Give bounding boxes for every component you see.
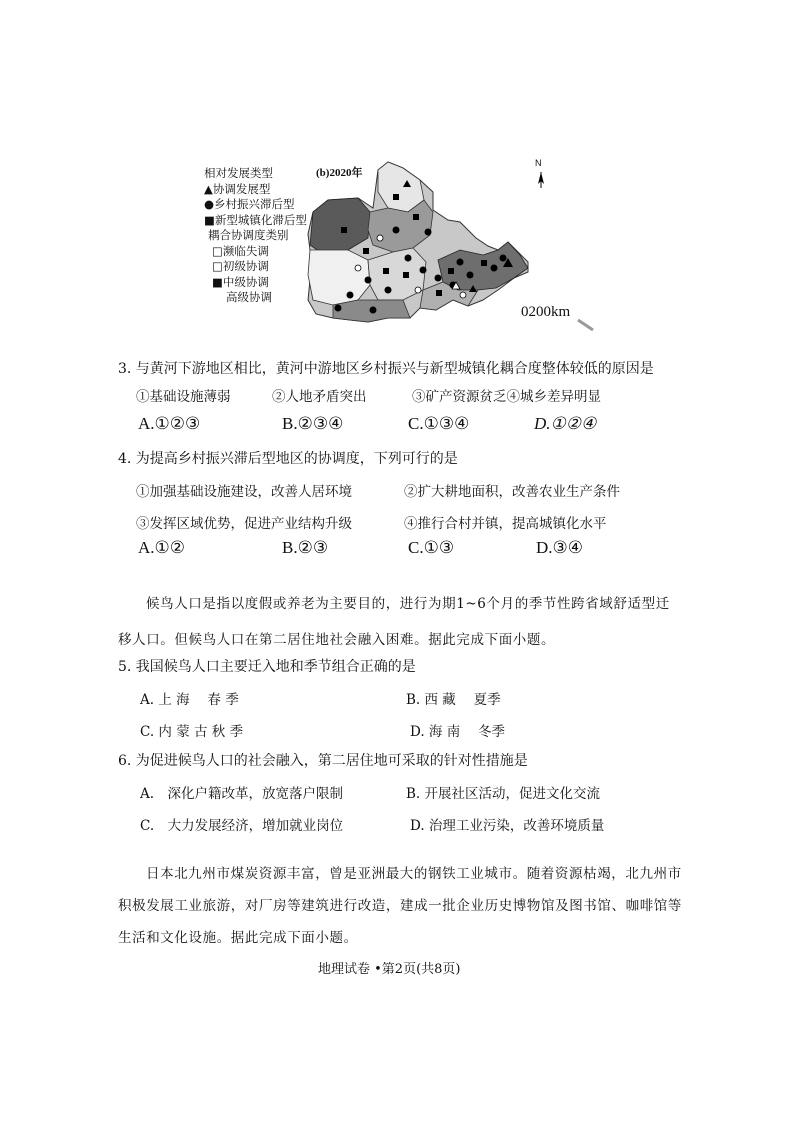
q5-option-c[interactable]: C. 内 蒙 古 秋 季 <box>140 724 244 740</box>
legend-coupling-item: 高级协调 <box>226 290 272 304</box>
q4-option-b[interactable]: B.②③ <box>282 538 329 557</box>
q5-option-a[interactable]: A. 上 海 春 季 <box>140 692 239 708</box>
legend-coupling-item: ■中级协调 <box>212 274 269 289</box>
q3-option-a[interactable]: A.①②③ <box>138 414 201 433</box>
legend-coupling-item: □濒临失调 <box>212 243 269 258</box>
scale-label: 0200km <box>521 304 571 320</box>
q4-statement: ②扩大耕地面积，改善农业生产条件 <box>404 484 620 500</box>
q4-option-a[interactable]: A.①② <box>138 538 186 557</box>
map-figure <box>198 150 598 335</box>
passage-2-line: 生活和文化设施。据此完成下面小题。 <box>118 930 358 946</box>
q4-statement: ④推行合村并镇，提高城镇化水平 <box>404 516 607 532</box>
q6-option-d[interactable]: D. 治理工业污染，改善环境质量 <box>410 818 605 834</box>
q6-option-b[interactable]: B. 开展社区活动，促进文化交流 <box>406 786 601 802</box>
legend-coupling-item: □初级协调 <box>212 259 269 273</box>
legend-dev-heading: 相对发展类型 <box>204 166 273 180</box>
passage-2-line: 积极发展工业旅游，对厂房等建筑进行改造，建成一批企业历史博物馆及图书馆、咖啡馆等 <box>118 898 682 914</box>
north-arrow-icon <box>538 172 544 188</box>
q3-option-b[interactable]: B.②③④ <box>282 414 344 433</box>
page-footer: 地理试卷 •第2页(共8页) <box>318 962 461 977</box>
q4-option-c[interactable]: C.①③ <box>408 538 455 557</box>
q6-option-a[interactable]: A. 深化户籍改革，放宽落户限制 <box>140 786 344 802</box>
passage-1-line: 候鸟人口是指以度假或养老为主要目的，进行为期1~6个月的季节性跨省域舒适型迁 <box>146 596 670 612</box>
q6-option-c[interactable]: C. 大力发展经济，增加就业岗位 <box>140 818 344 834</box>
passage-2-line: 日本北九州市煤炭资源丰富，曾是亚洲最大的钢铁工业城市。随着资源枯竭，北九州市 <box>146 866 682 882</box>
q3-statement: ③矿产资源贫乏④城乡差异明显 <box>412 389 601 405</box>
q3-option-d[interactable]: D.①②④ <box>534 414 597 433</box>
q4-statement: ①加强基础设施建设，改善人居环境 <box>136 484 352 500</box>
legend-dev-item: ▲协调发展型 <box>204 181 271 196</box>
q4-stem: 4. 为提高乡村振兴滞后型地区的协调度，下列可行的是 <box>118 451 458 467</box>
q5-option-b[interactable]: B. 西 藏 夏季 <box>406 692 501 708</box>
legend-dev-item: ●乡村振兴滞后型 <box>204 197 295 211</box>
legend-dev-item: ■新型城镇化滞后型 <box>204 212 307 227</box>
map-legend <box>204 166 307 306</box>
q4-option-d[interactable]: D.③④ <box>536 538 584 557</box>
q5-option-d[interactable]: D. 海 南 冬季 <box>410 724 506 740</box>
passage-1-line: 移人口。但候鸟人口在第二居住地社会融入困难。据此完成下面小题。 <box>118 632 556 648</box>
map-title: (b)2020年 <box>316 167 363 179</box>
legend-coupling-heading: 耦合协调度类别 <box>208 228 289 242</box>
q3-stem: 3. 与黄河下游地区相比，黄河中游地区乡村振兴与新型城镇化耦合度整体较低的原因是 <box>118 361 654 377</box>
q6-stem: 6. 为促进候鸟人口的社会融入，第二居住地可采取的针对性措施是 <box>118 753 528 769</box>
q3-statement: ②人地矛盾突出 <box>272 389 367 405</box>
q4-statement: ③发挥区域优势，促进产业结构升级 <box>136 516 352 532</box>
q3-statement: ①基础设施薄弱 <box>136 389 231 405</box>
north-label: N <box>535 158 542 168</box>
q3-option-c[interactable]: C.①③④ <box>408 414 470 433</box>
q5-stem: 5. 我国候鸟人口主要迁入地和季节组合正确的是 <box>118 659 416 675</box>
